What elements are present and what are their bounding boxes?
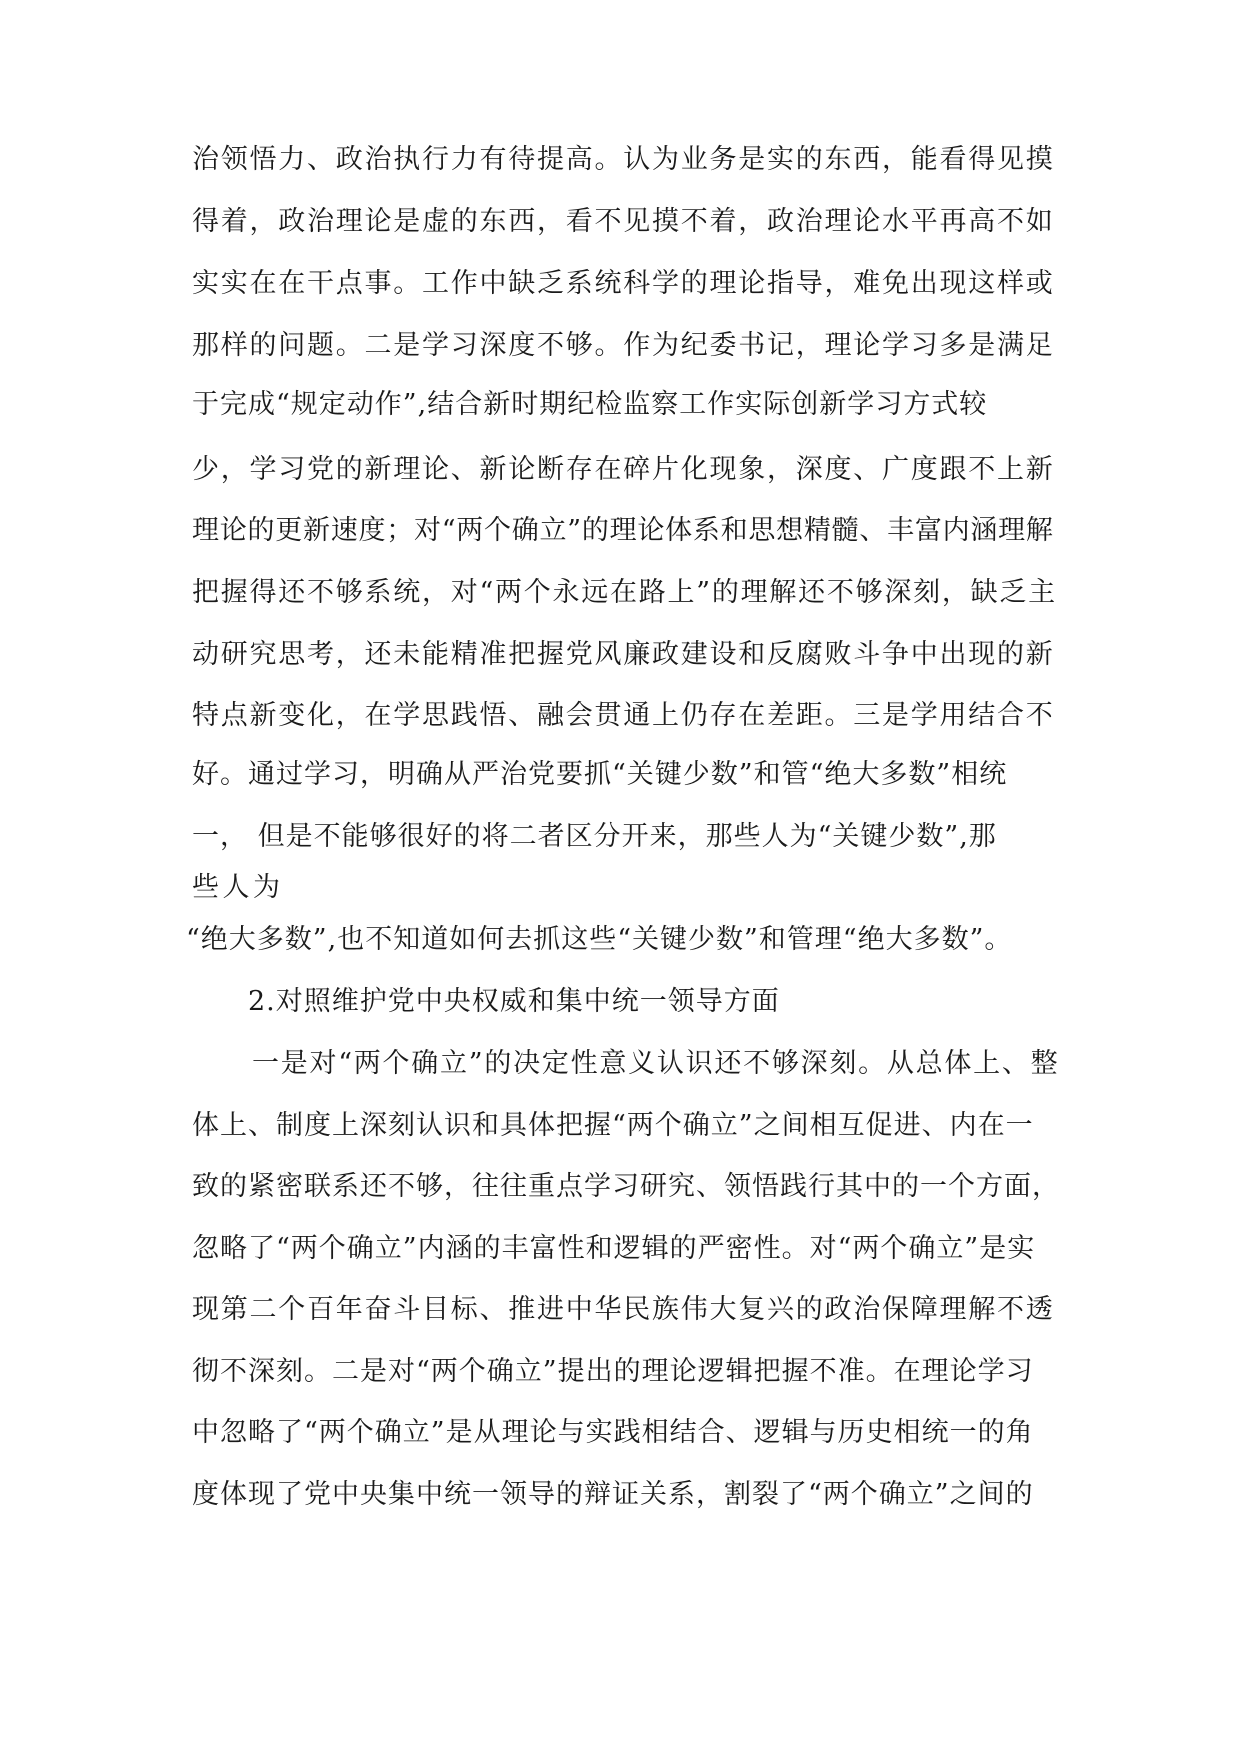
- text-line: 中忽略了“两个确立”是从理论与实践相结合、逻辑与历史相统一的角: [192, 1417, 1034, 1448]
- text-line: 得着，政治理论是虚的东西，看不见摸不着，政治理论水平再高不如: [192, 206, 1055, 237]
- text-line: 于完成“规定动作”,结合新时期纪检监察工作实际创新学习方式较: [192, 389, 988, 420]
- text-line: 现第二个百年奋斗目标、推进中华民族伟大复兴的政治保障理解不透: [192, 1294, 1055, 1325]
- text-line: 那样的问题。二是学习深度不够。作为纪委书记，理论学习多是满足: [192, 330, 1055, 361]
- text-line: 好。通过学习，明确从严治党要抓“关键少数”和管“绝大多数”相统: [192, 759, 1008, 790]
- text-line: 少，学习党的新理论、新论断存在碎片化现象，深度、广度跟不上新: [192, 454, 1055, 485]
- text-line: 致的紧密联系还不够，往往重点学习研究、领悟践行其中的一个方面，: [192, 1171, 1060, 1202]
- text-line: 体上、制度上深刻认识和具体把握“两个确立”之间相互促进、内在一: [192, 1110, 1034, 1141]
- text-line: 把握得还不够系统，对“两个永远在路上”的理解还不够深刻，缺乏主: [192, 577, 1057, 608]
- section-heading: 2.对照维护党中央权威和集中统一领导方面: [248, 986, 780, 1017]
- text-line: 彻不深刻。二是对“两个确立”提出的理论逻辑把握不准。在理论学习: [192, 1356, 1034, 1387]
- text-line: 理论的更新速度；对“两个确立”的理论体系和思想精髓、丰富内涵理解: [192, 515, 1054, 546]
- text-line: 一是对“两个确立”的决定性意义认识还不够深刻。从总体上、整: [252, 1048, 1060, 1079]
- text-line: 一， 但是不能够很好的将二者区分开来，那些人为“关键少数”,那: [192, 821, 997, 852]
- text-line: 动研究思考，还未能精准把握党风廉政建设和反腐败斗争中出现的新: [192, 639, 1055, 670]
- text-line: 治领悟力、政治执行力有待提高。认为业务是实的东西，能看得见摸: [192, 144, 1055, 175]
- text-line: 度体现了党中央集中统一领导的辩证关系，割裂了“两个确立”之间的: [192, 1479, 1034, 1510]
- text-line: “绝大多数”,也不知道如何去抓这些“关键少数”和管理“绝大多数”。: [186, 924, 1013, 955]
- text-line: 实实在在干点事。工作中缺乏系统科学的理论指导，难免出现这样或: [192, 268, 1055, 299]
- text-line: 特点新变化，在学思践悟、融会贯通上仍存在差距。三是学用结合不: [192, 700, 1055, 731]
- text-line: 些人为: [192, 872, 284, 903]
- text-line: 忽略了“两个确立”内涵的丰富性和逻辑的严密性。对“两个确立”是实: [192, 1233, 1036, 1264]
